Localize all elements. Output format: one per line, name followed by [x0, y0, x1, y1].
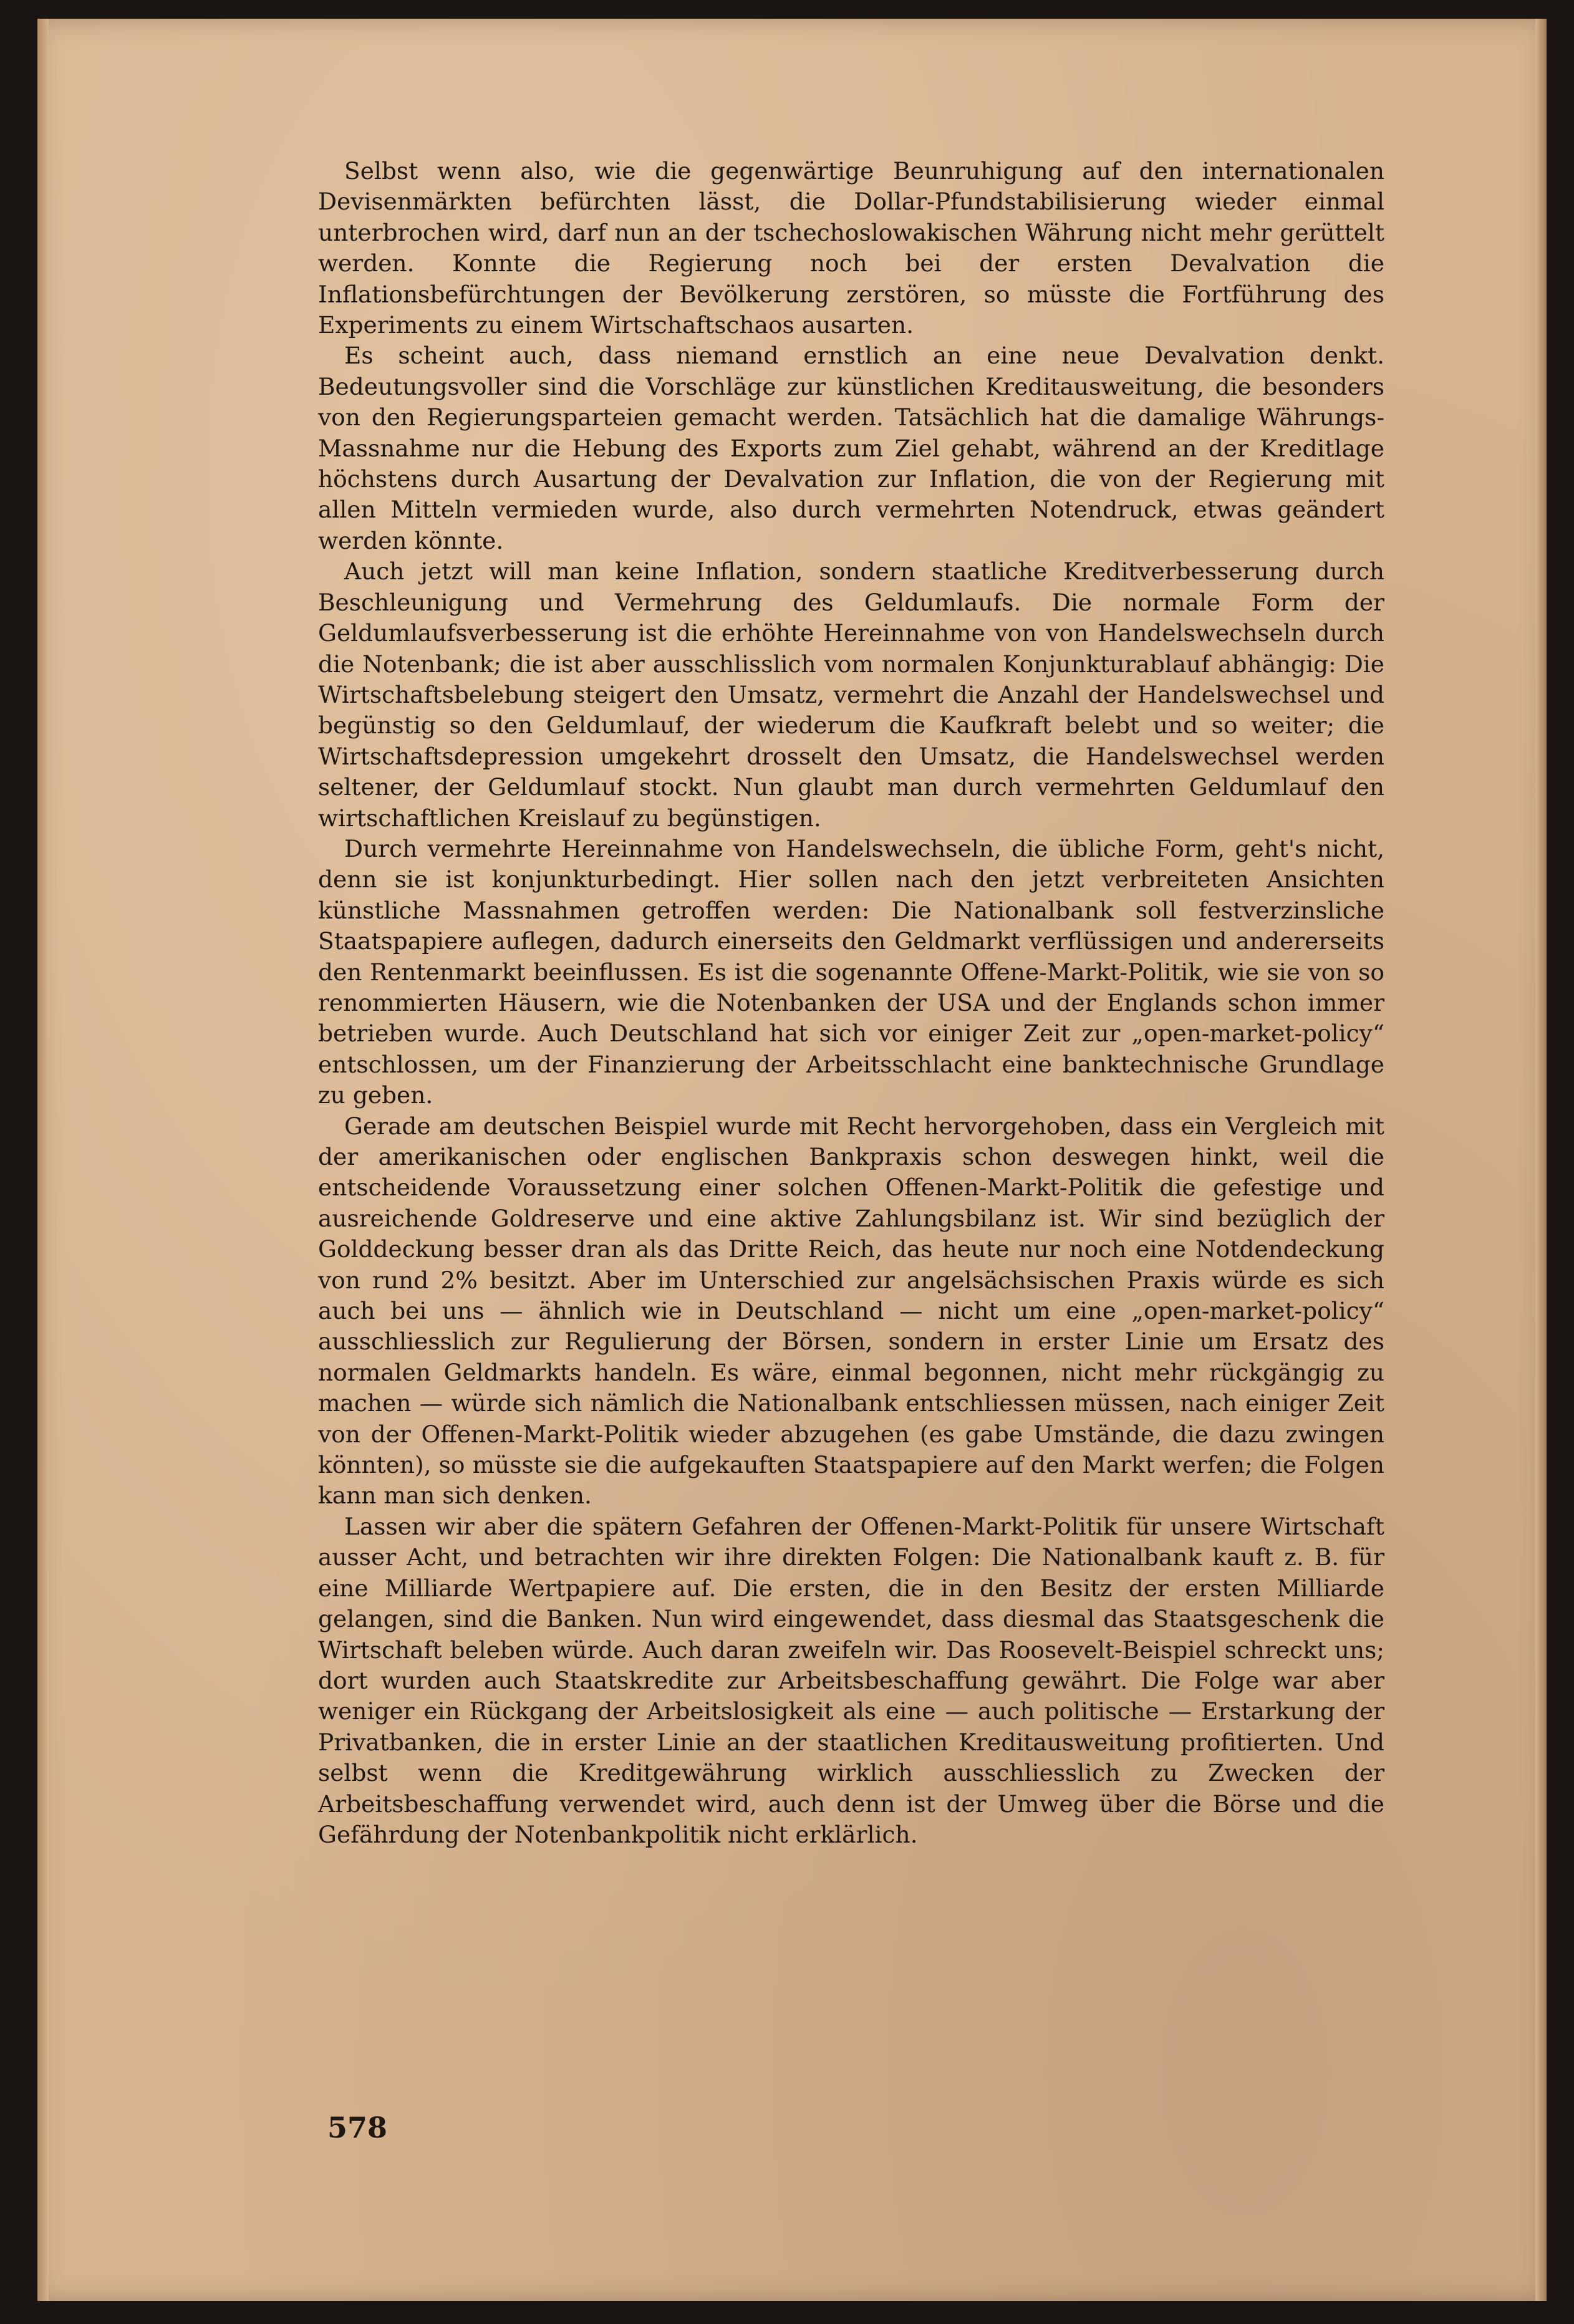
page-edge-right — [1535, 19, 1547, 2301]
page-edge-left — [37, 19, 49, 2301]
paragraph: Selbst wenn also, wie die gegenwärtige Beunruhigung auf den internationalen Devisenmärkten befürchten lässt, die Dollar-Pfundstabilisierung wieder einmal unterbrochen wird, darf nun an der tschechoslowakischen Währung nicht mehr gerüttelt werden. Konnte die Regierung noch bei der ersten Devalvation die Inflationsbefürchtungen der Bevölkerung zerstören, so müsste die Fortführung des Experiments zu einem Wirtschaftschaos ausarten. — [318, 157, 1384, 339]
body-text — [318, 156, 1384, 1850]
paragraph: Gerade am deutschen Beispiel wurde mit Recht hervorgehoben, dass ein Vergleich mit der amerikanischen oder englischen Bankpraxis schon deswegen hinkt, weil die entscheidende Voraussetzung einer solchen Offenen-Markt-Politik die gefestige und ausreichende Goldreserve und eine aktive Zahlungsbilanz ist. Wir sind bezüglich der Golddeckung besser dran als das Dritte Reich, das heute nur noch eine Notdendeckung von rund 2% besitzt. Aber im Unterschied zur angelsächsischen Praxis würde es sich auch bei uns — ähnlich wie in Deutschland — nicht um eine „open-market-policy“ ausschliesslich zur Regulierung der Börsen, sondern in erster Linie um Ersatz des normalen Geldmarkts handeln. Es wäre, einmal begonnen, nicht mehr rückgängig zu machen — würde sich nämlich die Nationalbank entschliessen müssen, nach einiger Zeit von der Offenen-Markt-Politik wieder abzugehen (es gabe Umstände, die dazu zwingen könnten), so müsste sie die aufgekauften Staatspapiere auf den Markt werfen; die Folgen kann man sich denken. — [318, 1112, 1384, 1510]
page-number: 578 — [327, 2111, 388, 2144]
paragraph: Auch jetzt will man keine Inflation, sondern staatliche Kreditverbesserung durch Beschleunigung und Vermehrung des Geldumlaufs. Die normale Form der Geldumlaufsverbesserung ist die erhöhte Hereinnahme von von Handelswechseln durch die Notenbank; die ist aber ausschlisslich vom normalen Konjunkturablauf abhängig: Die Wirtschaftsbelebung steigert den Umsatz, vermehrt die Anzahl der Handelswechsel und begünstig so den Geldumlauf, der wiederum die Kaufkraft belebt und so weiter; die Wirtschaftsdepression umgekehrt drosselt den Umsatz, die Handelswechsel werden seltener, der Geldumlauf stockt. Nun glaubt man durch vermehrten Geldumlauf den wirtschaftlichen Kreislauf zu begünstigen. — [318, 557, 1384, 832]
paragraph: Es scheint auch, dass niemand ernstlich an eine neue Devalvation denkt. Bedeutungsvoller sind die Vorschläge zur künstlichen Kreditausweitung, die besonders von den Regierungsparteien gemacht werden. Tatsächlich hat die damalige Währungs-Massnahme nur die Hebung des Exports zum Ziel gehabt, während an der Kreditlage höchstens durch Ausartung der Devalvation zur Inflation, die von der Regierung mit allen Mitteln vermieden wurde, also durch vermehrten Notendruck, etwas geändert werden könnte. — [318, 342, 1384, 554]
paragraph: Lassen wir aber die spätern Gefahren der Offenen-Markt-Politik für unsere Wirtschaft ausser Acht, und betrachten wir ihre direkten Folgen: Die Nationalbank kauft z. B. für eine Milliarde Wertpapiere auf. Die ersten, die in den Besitz der ersten Milliarde gelangen, sind die Banken. Nun wird eingewendet, dass diesmal das Staatsgeschenk die Wirtschaft beleben würde. Auch daran zweifeln wir. Das Roosevelt-Beispiel schreckt uns; dort wurden auch Staatskredite zur Arbeitsbeschaffung gewährt. Die Folge war aber weniger ein Rückgang der Arbeitslosigkeit als eine — auch politische — Erstarkung der Privatbanken, die in erster Linie an der staatlichen Kreditausweitung profitierten. Und selbst wenn die Kreditgewährung wirklich ausschliesslich zu Zwecken der Arbeitsbeschaffung verwendet wird, auch denn ist der Umweg über die Börse und die Gefährdung der Notenbankpolitik nicht erklärlich. — [318, 1512, 1384, 1848]
paragraph: Durch vermehrte Hereinnahme von Handelswechseln, die übliche Form, geht's nicht, denn sie ist konjunkturbedingt. Hier sollen nach den jetzt verbreiteten Ansichten künstliche Massnahmen getroffen werden: Die Nationalbank soll festverzinsliche Staatspapiere auflegen, dadurch einerseits den Geldmarkt verflüssigen und andererseits den Rentenmarkt beeinflussen. Es ist die sogenannte Offene-Markt-Politik, wie sie von so renommierten Häusern, wie die Notenbanken der USA und der Englands schon immer betrieben wurde. Auch Deutschland hat sich vor einiger Zeit zur „open-market-policy“ entschlossen, um der Finanzierung der Arbeitsschlacht eine banktechnische Grundlage zu geben. — [318, 834, 1384, 1109]
